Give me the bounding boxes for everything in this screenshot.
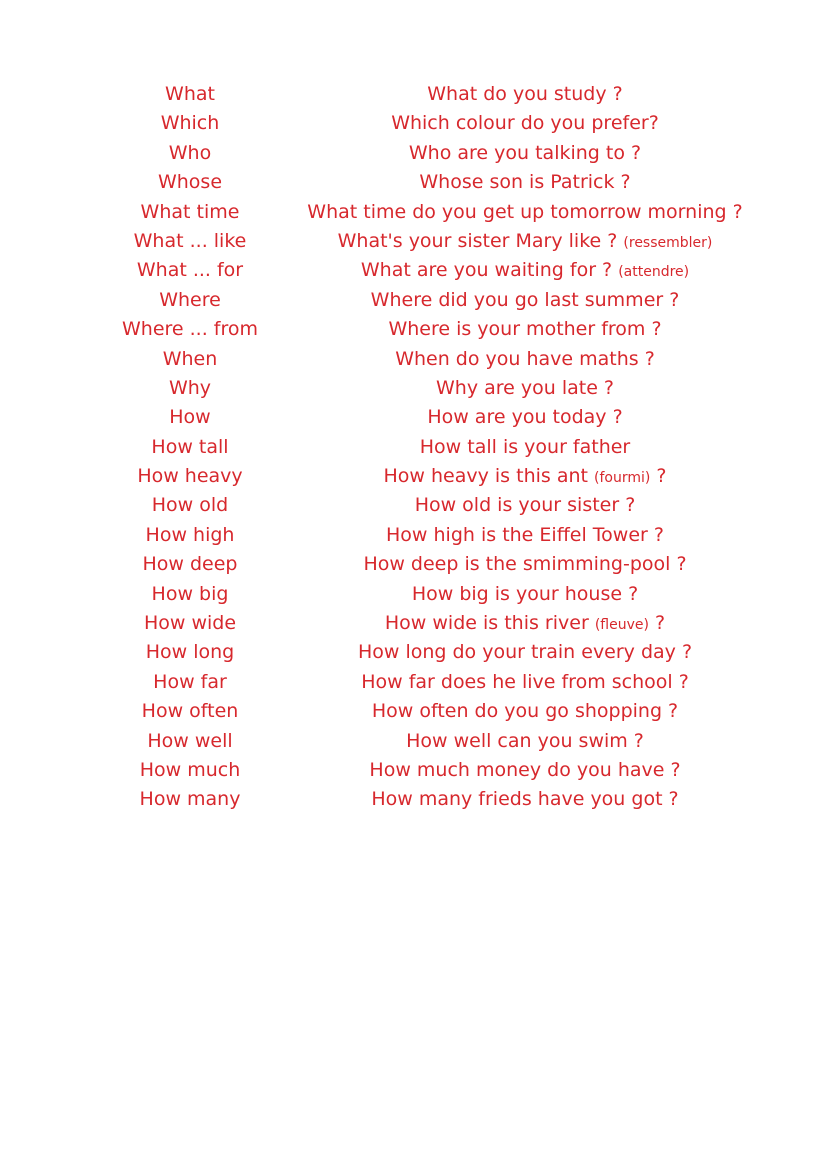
sentence-text: How far does he live from school ? [361, 670, 689, 693]
example-sentence [363, 550, 686, 579]
question-word: Who [168, 141, 212, 164]
question-word: Which [160, 112, 220, 135]
question-row [0, 491, 828, 520]
example-sentence [427, 403, 622, 432]
sentence-text: How much money do you have ? [369, 758, 681, 781]
question-word: What time [140, 200, 240, 223]
question-row [0, 609, 828, 638]
question-word: How often [141, 700, 239, 723]
question-row [0, 638, 828, 667]
question-row [0, 697, 828, 726]
example-sentence [361, 668, 689, 697]
sentence-text: How often do you go shopping ? [371, 700, 679, 723]
question-words-sheet [0, 80, 828, 815]
question-word: What [165, 83, 215, 105]
question-word: How old [151, 494, 229, 517]
question-row [0, 227, 828, 256]
sentence-text: How tall is your father [419, 435, 631, 458]
sentence-text: How well can you swim ? [406, 729, 644, 752]
question-word: How deep [142, 553, 238, 576]
sentence-text: Whose son is Patrick ? [419, 171, 631, 194]
example-sentence [388, 315, 661, 344]
sentence-text: How high is the Eiffel Tower ? [386, 523, 664, 546]
example-sentence [371, 286, 680, 315]
example-sentence [412, 580, 638, 609]
example-sentence [361, 256, 689, 287]
question-row [0, 550, 828, 579]
question-row [0, 521, 828, 550]
question-row [0, 286, 828, 315]
question-word: Why [168, 376, 212, 399]
example-sentence [409, 139, 641, 168]
translation-note: (ressembler) [623, 234, 713, 251]
example-sentence [419, 168, 630, 197]
sentence-text: Where did you go last summer ? [370, 288, 680, 311]
example-sentence [307, 198, 742, 227]
question-word: How wide [143, 612, 237, 635]
example-sentence [384, 462, 667, 493]
question-word: How much [139, 758, 241, 781]
example-sentence [358, 638, 692, 667]
translation-note: (fourmi) [594, 470, 651, 487]
example-sentence [406, 727, 644, 756]
sentence-text: How old is your sister ? [414, 494, 636, 517]
sentence-text: Why are you late ? [435, 376, 615, 399]
question-word: When [162, 347, 218, 370]
example-sentence [391, 109, 659, 138]
sentence-text: What are you waiting for ? [360, 259, 613, 282]
sentence-text: How heavy is this ant [383, 465, 588, 488]
question-row [0, 580, 828, 609]
question-word: How [169, 406, 211, 429]
question-word: Where ... from [121, 318, 259, 341]
translation-note: (fleuve) [594, 617, 649, 634]
question-mark: ? [655, 612, 666, 635]
question-word: How well [147, 729, 233, 752]
example-sentence [415, 491, 636, 520]
translation-note: (attendre) [618, 264, 690, 281]
example-sentence [372, 697, 678, 726]
question-word: How long [145, 641, 235, 664]
question-row [0, 668, 828, 697]
question-word: How tall [151, 435, 229, 458]
question-row [0, 80, 828, 109]
question-row [0, 198, 828, 227]
example-sentence [371, 785, 678, 814]
example-sentence [420, 433, 630, 462]
sentence-text: Which colour do you prefer? [391, 112, 659, 135]
example-sentence [385, 609, 665, 640]
question-word: How many [139, 788, 241, 811]
question-word: How far [153, 670, 227, 693]
sentence-text: How are you today ? [427, 406, 623, 429]
example-sentence [427, 80, 622, 109]
question-row [0, 345, 828, 374]
sentence-text: Who are you talking to ? [408, 141, 642, 164]
question-row [0, 139, 828, 168]
question-word: Whose [157, 171, 223, 194]
sentence-text: When do you have maths ? [395, 347, 655, 370]
question-row [0, 462, 828, 491]
question-row [0, 756, 828, 785]
sentence-text: What do you study ? [427, 83, 623, 105]
example-sentence [338, 227, 713, 258]
example-sentence [395, 345, 655, 374]
question-row [0, 785, 828, 814]
question-row [0, 109, 828, 138]
question-mark: ? [656, 465, 667, 488]
question-row [0, 256, 828, 285]
example-sentence [386, 521, 664, 550]
sentence-text: Where is your mother from ? [388, 318, 662, 341]
sentence-text: How many frieds have you got ? [371, 788, 679, 811]
sentence-text: How wide is this river [384, 612, 589, 635]
question-word: What ... for [136, 259, 244, 282]
question-word: Where [159, 288, 221, 311]
question-word: How big [151, 582, 229, 605]
sentence-text: How deep is the smimming-pool ? [363, 553, 687, 576]
question-word: How high [145, 523, 235, 546]
question-row [0, 727, 828, 756]
question-row [0, 168, 828, 197]
question-word: What ... like [133, 229, 247, 252]
question-row [0, 374, 828, 403]
sentence-text: What's your sister Mary like ? [337, 229, 618, 252]
example-sentence [369, 756, 680, 785]
question-row [0, 433, 828, 462]
example-sentence [436, 374, 614, 403]
sentence-text: How long do your train every day ? [357, 641, 693, 664]
question-row [0, 315, 828, 344]
sentence-text: How big is your house ? [411, 582, 639, 605]
question-row [0, 403, 828, 432]
sentence-text: What time do you get up tomorrow morning ? [307, 200, 743, 223]
question-word: How heavy [137, 465, 243, 488]
